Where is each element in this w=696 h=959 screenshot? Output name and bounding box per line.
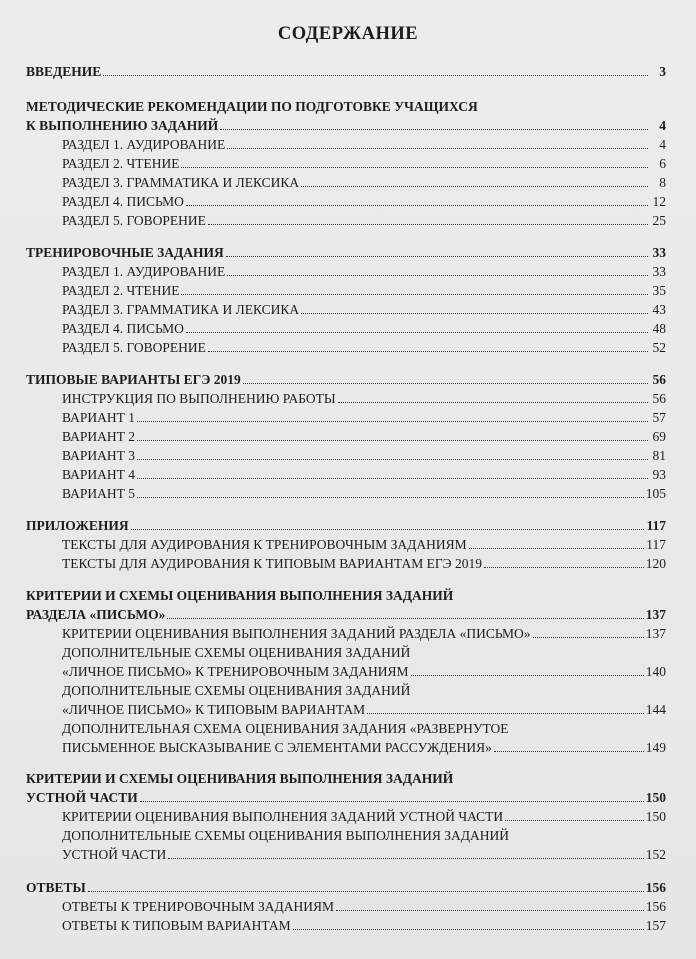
- toc-section-appendix: [26, 516, 666, 573]
- toc-entry-line: ДОПОЛНИТЕЛЬНЫЕ СХЕМЫ ОЦЕНИВАНИЯ ВЫПОЛНЕНИЯ ЗАДАНИЙ: [62, 828, 509, 843]
- toc-entry-oral-criteria[interactable]: УСТНОЙ ЧАСТИ 150: [26, 790, 666, 805]
- toc-heading-line: КРИТЕРИИ И СХЕМЫ ОЦЕНИВАНИЯ ВЫПОЛНЕНИЯ ЗАДАНИЙ: [26, 588, 454, 603]
- toc-section-oral-criteria: [26, 769, 666, 864]
- toc-section-training: [26, 243, 666, 357]
- toc-entry-intro[interactable]: ВВЕДЕНИЕ 3: [26, 64, 666, 79]
- toc-entry[interactable]: «ЛИЧНОЕ ПИСЬМО» К ТРЕНИРОВОЧНЫМ ЗАДАНИЯМ 140: [62, 664, 666, 679]
- toc-entry[interactable]: РАЗДЕЛ 4. ПИСЬМО 48: [62, 321, 666, 336]
- toc-entry-appendix[interactable]: ПРИЛОЖЕНИЯ 117: [26, 518, 666, 533]
- toc-section-answers: [26, 878, 666, 935]
- toc-entry[interactable]: ВАРИАНТ 1 57: [62, 410, 666, 425]
- toc-entry[interactable]: ТЕКСТЫ ДЛЯ АУДИРОВАНИЯ К ТИПОВЫМ ВАРИАНТАМ ЕГЭ 2019 120: [62, 556, 666, 571]
- toc-entry[interactable]: КРИТЕРИИ ОЦЕНИВАНИЯ ВЫПОЛНЕНИЯ ЗАДАНИЙ УСТНОЙ ЧАСТИ 150: [62, 809, 666, 824]
- toc-entry[interactable]: ВАРИАНТ 4 93: [62, 467, 666, 482]
- toc-entry[interactable]: «ЛИЧНОЕ ПИСЬМО» К ТИПОВЫМ ВАРИАНТАМ 144: [62, 702, 666, 717]
- toc-section-variants: [26, 370, 666, 503]
- toc-entry-answers[interactable]: ОТВЕТЫ 156: [26, 880, 666, 895]
- toc-entry[interactable]: КРИТЕРИИ ОЦЕНИВАНИЯ ВЫПОЛНЕНИЯ ЗАДАНИЙ РАЗДЕЛА «ПИСЬМО» 137: [62, 626, 666, 641]
- toc-entry[interactable]: ПИСЬМЕННОЕ ВЫСКАЗЫВАНИЕ С ЭЛЕМЕНТАМИ РАССУЖДЕНИЯ» 149: [62, 740, 666, 755]
- toc-entry[interactable]: УСТНОЙ ЧАСТИ 152: [62, 847, 666, 862]
- toc-entry[interactable]: РАЗДЕЛ 4. ПИСЬМО 12: [62, 194, 666, 209]
- toc-entry-writing-criteria[interactable]: РАЗДЕЛА «ПИСЬМО» 137: [26, 607, 666, 622]
- toc-entry[interactable]: ВАРИАНТ 2 69: [62, 429, 666, 444]
- toc-entry[interactable]: ОТВЕТЫ К ТИПОВЫМ ВАРИАНТАМ 157: [62, 918, 666, 933]
- toc-section-methods: [26, 97, 666, 230]
- toc-entry[interactable]: РАЗДЕЛ 3. ГРАММАТИКА И ЛЕКСИКА 43: [62, 302, 666, 317]
- toc-entry[interactable]: РАЗДЕЛ 3. ГРАММАТИКА И ЛЕКСИКА 8: [62, 175, 666, 190]
- toc-section-writing-criteria: [26, 586, 666, 757]
- toc-entry[interactable]: РАЗДЕЛ 5. ГОВОРЕНИЕ 52: [62, 340, 666, 355]
- page-title: СОДЕРЖАНИЕ: [277, 24, 419, 44]
- toc-heading-line: КРИТЕРИИ И СХЕМЫ ОЦЕНИВАНИЯ ВЫПОЛНЕНИЯ ЗАДАНИЙ: [26, 771, 454, 786]
- toc-entry[interactable]: ВАРИАНТ 5 105: [62, 486, 666, 501]
- toc-entry-methods[interactable]: К ВЫПОЛНЕНИЮ ЗАДАНИЙ 4: [26, 118, 666, 133]
- toc-entry[interactable]: ТЕКСТЫ ДЛЯ АУДИРОВАНИЯ К ТРЕНИРОВОЧНЫМ ЗАДАНИЯМ 117: [62, 537, 666, 552]
- toc-entry[interactable]: РАЗДЕЛ 2. ЧТЕНИЕ 6: [62, 156, 666, 171]
- toc-entry-variants[interactable]: ТИПОВЫЕ ВАРИАНТЫ ЕГЭ 2019 56: [26, 372, 666, 387]
- toc-entry[interactable]: РАЗДЕЛ 1. АУДИРОВАНИЕ 33: [62, 264, 666, 279]
- toc-entry[interactable]: ИНСТРУКЦИЯ ПО ВЫПОЛНЕНИЮ РАБОТЫ 56: [62, 391, 666, 406]
- toc-entry[interactable]: РАЗДЕЛ 1. АУДИРОВАНИЕ 4: [62, 137, 666, 152]
- toc-entry[interactable]: ОТВЕТЫ К ТРЕНИРОВОЧНЫМ ЗАДАНИЯМ 156: [62, 899, 666, 914]
- toc-entry[interactable]: ВАРИАНТ 3 81: [62, 448, 666, 463]
- toc-entry[interactable]: РАЗДЕЛ 2. ЧТЕНИЕ 35: [62, 283, 666, 298]
- toc-entry-training[interactable]: ТРЕНИРОВОЧНЫЕ ЗАДАНИЯ 33: [26, 245, 666, 260]
- toc-entry-line: ДОПОЛНИТЕЛЬНЫЕ СХЕМЫ ОЦЕНИВАНИЯ ЗАДАНИЙ: [62, 683, 411, 698]
- toc-heading-line: МЕТОДИЧЕСКИЕ РЕКОМЕНДАЦИИ ПО ПОДГОТОВКЕ УЧАЩИХСЯ: [26, 99, 478, 114]
- toc-entry-line: ДОПОЛНИТЕЛЬНЫЕ СХЕМЫ ОЦЕНИВАНИЯ ЗАДАНИЙ: [62, 645, 411, 660]
- toc-entry[interactable]: РАЗДЕЛ 5. ГОВОРЕНИЕ 25: [62, 213, 666, 228]
- toc-entry-line: ДОПОЛНИТЕЛЬНАЯ СХЕМА ОЦЕНИВАНИЯ ЗАДАНИЯ «РАЗВЕРНУТОЕ: [62, 721, 509, 736]
- toc-section-intro: [26, 62, 666, 81]
